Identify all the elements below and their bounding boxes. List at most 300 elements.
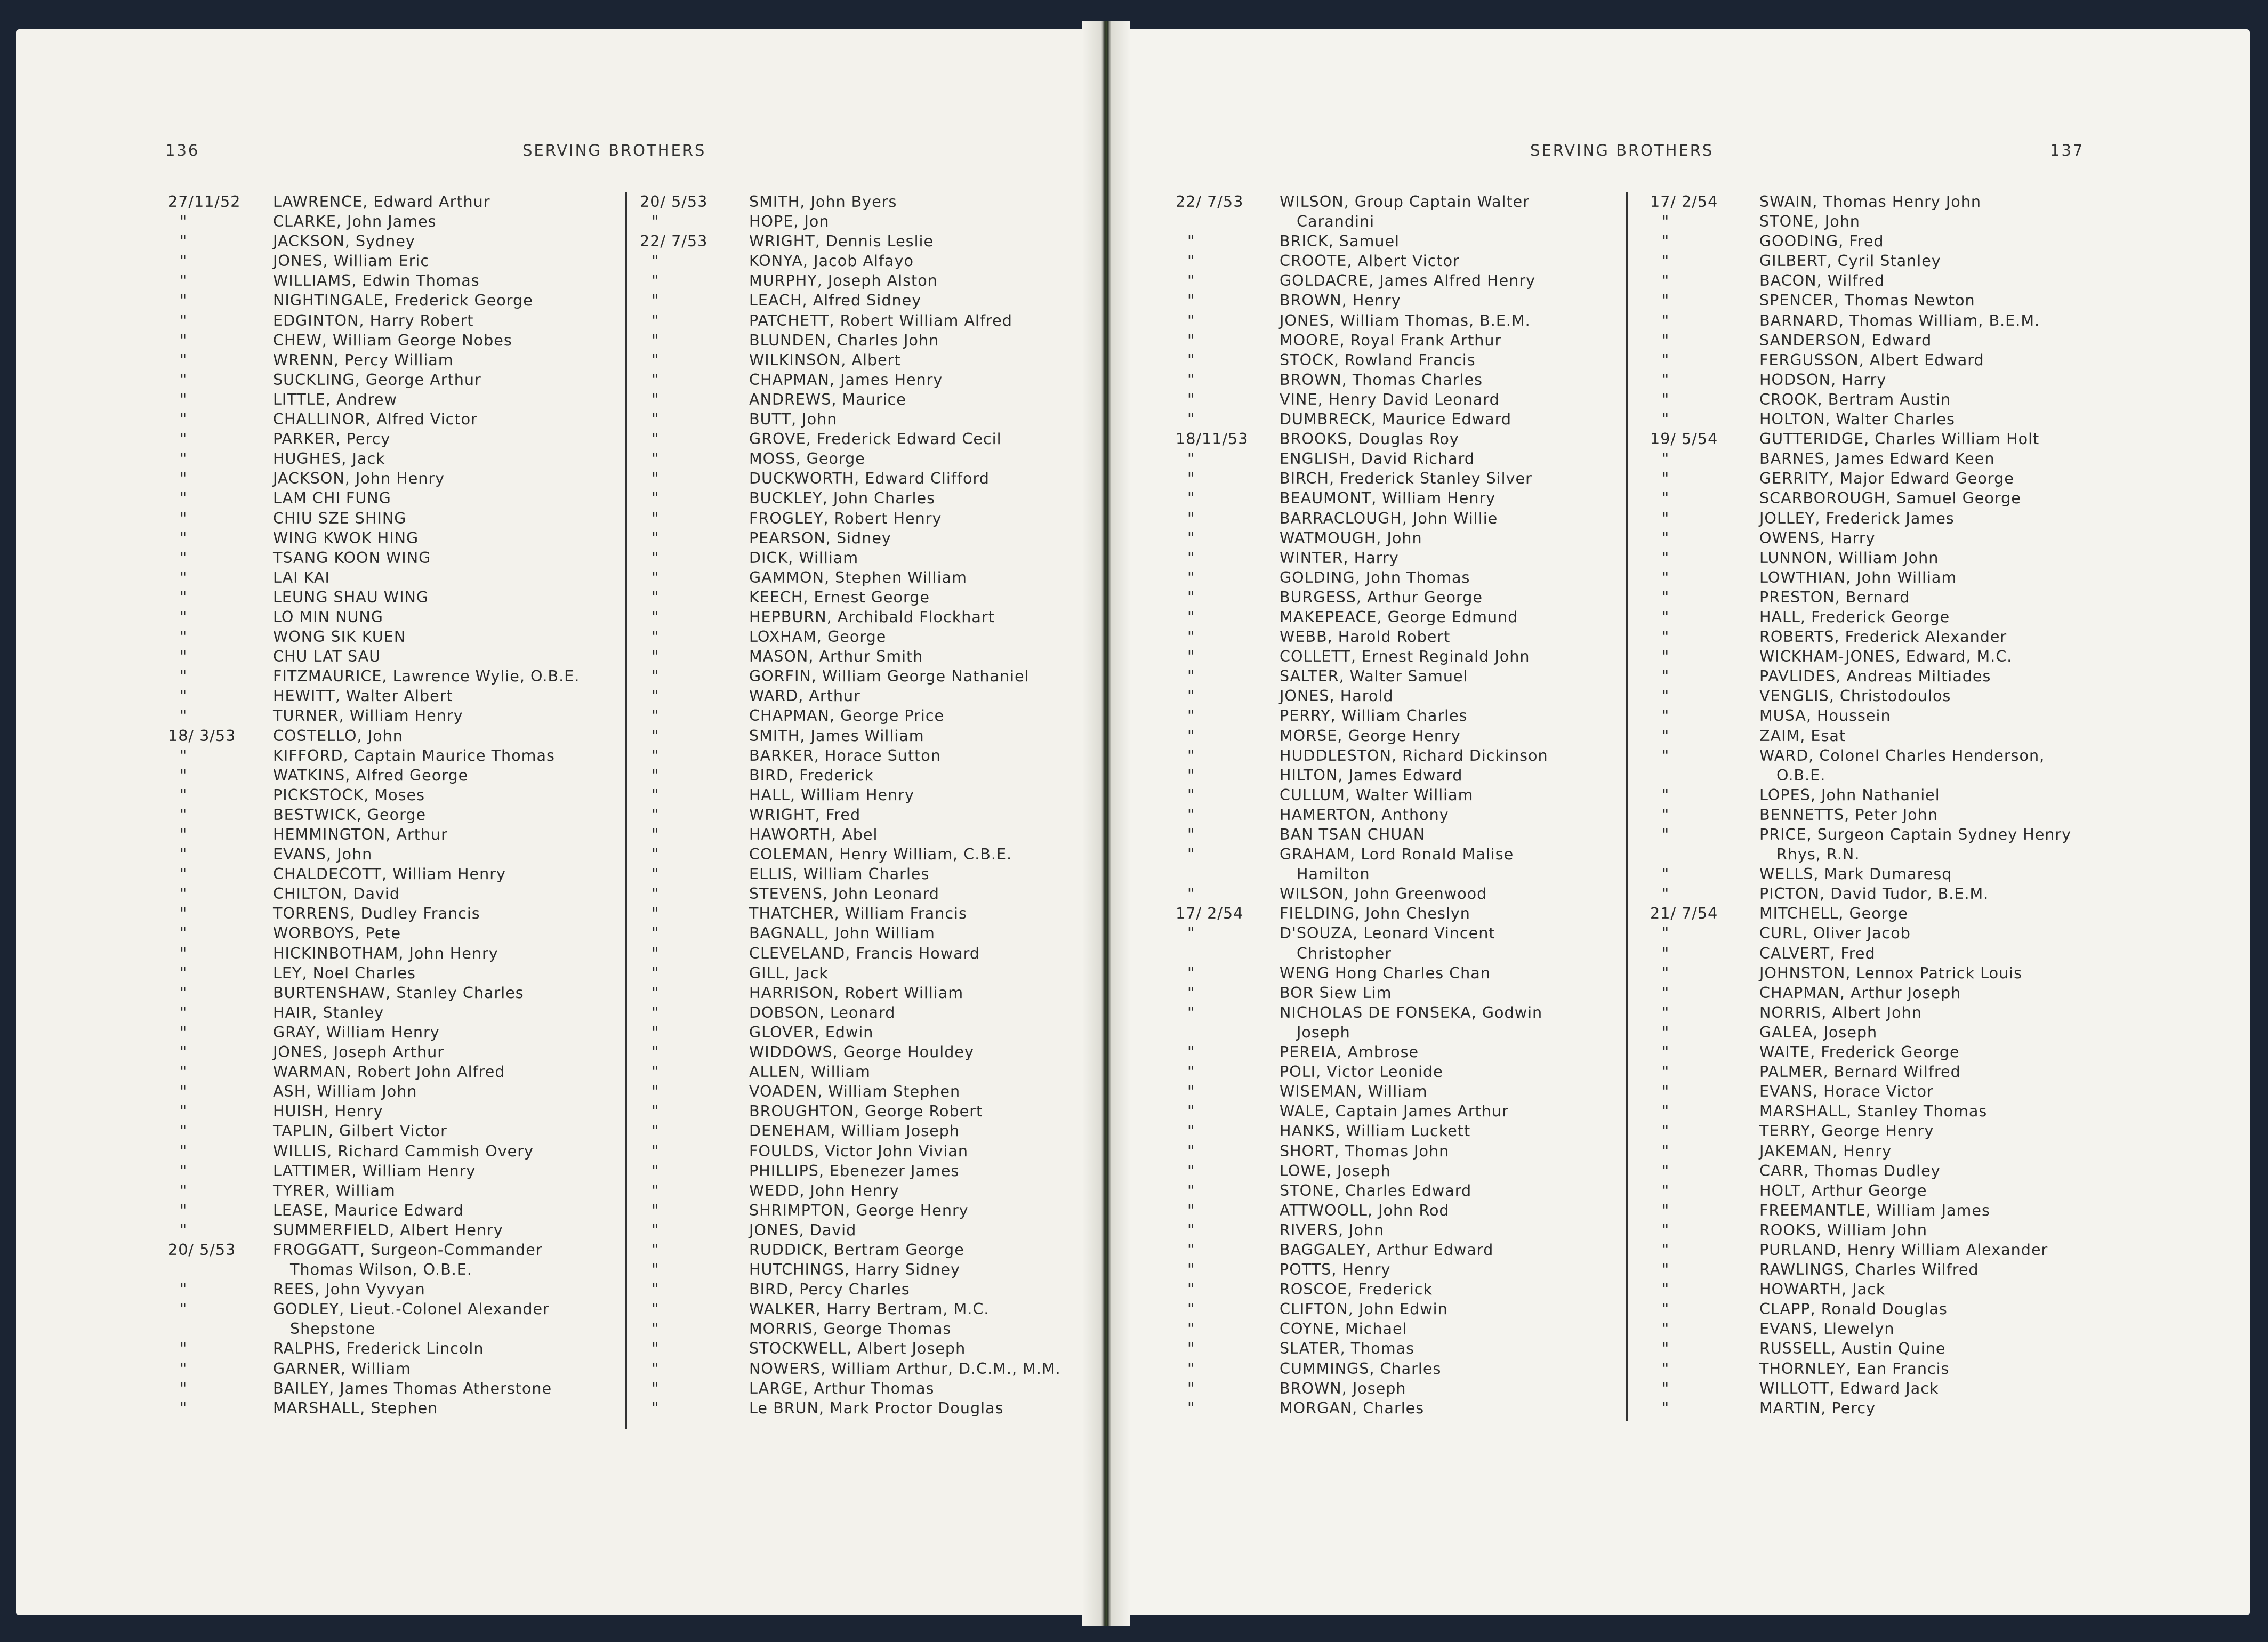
entry-date: " [1662, 1379, 1670, 1397]
entry-date: " [180, 509, 188, 527]
entry-name: GARNER, William [273, 1359, 411, 1378]
entry-date: " [1187, 1319, 1195, 1338]
entry-date: " [652, 370, 660, 389]
list-item [1650, 963, 2130, 983]
list-item [168, 1220, 621, 1240]
entry-name: WATKINS, Alfred George [273, 766, 469, 784]
entry-name: PICKSTOCK, Moses [273, 785, 425, 804]
entry-name: WORBOYS, Pete [273, 924, 401, 943]
list-item [640, 706, 1093, 726]
list-item [1176, 212, 1629, 231]
entry-name: Shepstone [290, 1319, 376, 1338]
entry-date: " [1187, 548, 1195, 567]
entry-date: " [652, 1398, 660, 1417]
entry-date: " [1662, 489, 1670, 508]
list-item [1176, 509, 1629, 528]
entry-date: " [1187, 1220, 1195, 1239]
entry-date: " [652, 1082, 660, 1101]
list-item [1650, 627, 2130, 647]
list-item [640, 1339, 1093, 1358]
list-item [168, 390, 621, 409]
list-item [640, 587, 1093, 607]
entry-name: BARNES, James Edward Keen [1759, 449, 1995, 468]
list-item [1650, 409, 2130, 429]
list-item [640, 1003, 1093, 1023]
entry-date: " [652, 1339, 660, 1358]
list-item [1176, 944, 1629, 963]
list-item [168, 686, 621, 706]
list-item [1176, 1201, 1629, 1220]
entry-name: FERGUSSON, Albert Edward [1759, 350, 1984, 369]
entry-date: " [652, 1102, 660, 1121]
list-item [168, 825, 621, 844]
entry-name: GLOVER, Edwin [749, 1023, 874, 1041]
list-item [640, 409, 1093, 429]
entry-name: SALTER, Walter Samuel [1280, 667, 1468, 686]
list-item [1650, 726, 2130, 746]
entry-name: OWENS, Harry [1759, 528, 1876, 547]
entry-date: " [1187, 1043, 1195, 1061]
entry-name: COLLETT, Ernest Reginald John [1280, 647, 1530, 666]
entry-date: " [1187, 1082, 1195, 1101]
entry-name: FITZMAURICE, Lawrence Wylie, O.B.E. [273, 667, 580, 686]
entry-date: " [1187, 963, 1195, 982]
entry-name: Hamilton [1297, 865, 1370, 883]
entry-date: " [1662, 983, 1670, 1002]
entry-date: " [1662, 1201, 1670, 1219]
entry-name: TERRY, George Henry [1759, 1122, 1934, 1140]
list-item [168, 1141, 621, 1161]
entry-name: HUGHES, Jack [273, 449, 385, 468]
entry-name: BROWN, Henry [1280, 291, 1401, 310]
entry-date: " [1662, 1141, 1670, 1160]
list-item [640, 647, 1093, 666]
entry-date: " [1662, 370, 1670, 389]
list-item [640, 370, 1093, 390]
entry-date: " [652, 1023, 660, 1041]
entry-date: " [1662, 410, 1670, 429]
entry-date: " [1187, 410, 1195, 429]
entry-name: LOWTHIAN, John William [1759, 568, 1957, 586]
list-item [1650, 1062, 2130, 1082]
entry-date: " [180, 449, 188, 468]
list-item [1650, 1359, 2130, 1379]
entry-date: " [652, 1141, 660, 1160]
entry-name: ALLEN, William [749, 1063, 871, 1081]
entry-name: RAWLINGS, Charles Wilfred [1759, 1260, 1979, 1279]
entry-name: SHRIMPTON, George Henry [749, 1201, 969, 1219]
entry-date: " [652, 627, 660, 646]
entry-date: " [1662, 667, 1670, 686]
entry-name: LEASE, Maurice Edward [273, 1201, 464, 1219]
entry-name: JONES, William Eric [273, 252, 430, 270]
entry-name: WALE, Captain James Arthur [1280, 1102, 1509, 1121]
entry-name: MOORE, Royal Frank Arthur [1280, 331, 1502, 349]
entry-date: " [1187, 232, 1195, 251]
entry-name: WILLIAMS, Edwin Thomas [273, 271, 480, 290]
entry-name: STOCK, Rowland Francis [1280, 350, 1476, 369]
entry-date: " [652, 212, 660, 231]
list-item [1650, 746, 2130, 766]
entry-date: " [180, 271, 188, 290]
entry-name: BEAUMONT, William Henry [1280, 489, 1496, 508]
entry-date: " [1662, 568, 1670, 586]
entry-name: BAN TSAN CHUAN [1280, 825, 1426, 843]
entry-name: CURL, Oliver Jacob [1759, 924, 1911, 943]
entry-date: " [652, 1003, 660, 1021]
entry-name: D'SOUZA, Leonard Vincent [1280, 924, 1495, 943]
entry-name: HAMERTON, Anthony [1280, 805, 1449, 824]
list-item [1176, 1220, 1629, 1240]
list-item [640, 1220, 1093, 1240]
list-item [168, 212, 621, 231]
list-item [1650, 1240, 2130, 1260]
list-item [1176, 548, 1629, 568]
list-item [1650, 587, 2130, 607]
entry-name: DENEHAM, William Joseph [749, 1122, 960, 1140]
entry-date: " [180, 865, 188, 883]
entry-name: HARRISON, Robert William [749, 983, 964, 1002]
list-item [1650, 1141, 2130, 1161]
entry-name: BACON, Wilfred [1759, 271, 1885, 290]
list-item [640, 469, 1093, 488]
entry-name: BROUGHTON, George Robert [749, 1102, 983, 1121]
entry-date: " [1662, 944, 1670, 962]
entry-name: FIELDING, John Cheslyn [1280, 904, 1470, 923]
list-item [168, 1359, 621, 1379]
list-item [640, 350, 1093, 370]
left-page-number: 136 [165, 141, 200, 159]
list-item [1176, 1181, 1629, 1201]
entry-name: BIRD, Frederick [749, 766, 874, 784]
list-item [168, 647, 621, 666]
entry-date: " [652, 983, 660, 1002]
entry-name: MORSE, George Henry [1280, 726, 1461, 745]
entry-date: " [1187, 785, 1195, 804]
entry-date: 18/ 3/53 [168, 726, 236, 745]
entry-name: RUSSELL, Austin Quine [1759, 1339, 1946, 1358]
list-item [640, 1042, 1093, 1062]
entry-date: " [1662, 232, 1670, 251]
entry-date: " [1187, 1102, 1195, 1121]
list-item [1650, 607, 2130, 627]
list-item [1650, 1398, 2130, 1418]
entry-name: CLIFTON, John Edwin [1280, 1300, 1448, 1318]
entry-date: " [1187, 568, 1195, 586]
entry-date: 20/ 5/53 [168, 1240, 236, 1259]
entry-date: " [652, 587, 660, 606]
list-item [1176, 528, 1629, 548]
entry-date: " [180, 370, 188, 389]
list-item [640, 212, 1093, 231]
entry-date: " [1187, 271, 1195, 290]
entry-name: PALMER, Bernard Wilfred [1759, 1063, 1961, 1081]
list-item [1176, 1082, 1629, 1101]
list-item [1176, 1359, 1629, 1379]
entry-date: " [180, 1102, 188, 1121]
entry-name: WARD, Colonel Charles Henderson, [1759, 746, 2045, 764]
entry-date: " [652, 1043, 660, 1061]
entry-date: " [1662, 587, 1670, 606]
entry-date: " [180, 1339, 188, 1358]
entry-name: RIVERS, John [1280, 1220, 1385, 1239]
entry-date: " [1662, 963, 1670, 982]
entry-date: " [652, 1122, 660, 1140]
list-item [640, 1141, 1093, 1161]
entry-date: " [1662, 331, 1670, 349]
entry-date: " [1662, 509, 1670, 527]
entry-date: " [180, 1023, 188, 1041]
list-item [640, 271, 1093, 291]
list-item [1650, 1121, 2130, 1141]
entry-date: " [652, 469, 660, 488]
entry-date: " [652, 825, 660, 843]
list-item [1176, 568, 1629, 587]
entry-name: PURLAND, Henry William Alexander [1759, 1240, 2048, 1259]
entry-name: HUTCHINGS, Harry Sidney [749, 1260, 960, 1279]
entry-name: WISEMAN, William [1280, 1082, 1428, 1101]
entry-name: GUTTERIDGE, Charles William Holt [1759, 430, 2040, 448]
entry-name: GAMMON, Stephen William [749, 568, 967, 586]
entry-name: FOULDS, Victor John Vivian [749, 1141, 968, 1160]
entry-date: " [1662, 627, 1670, 646]
list-item [640, 1240, 1093, 1260]
entry-date: " [1662, 449, 1670, 468]
entry-name: Joseph [1297, 1023, 1350, 1041]
entry-name: BURTENSHAW, Stanley Charles [273, 983, 524, 1002]
list-item [1650, 390, 2130, 409]
entry-name: LUNNON, William John [1759, 548, 1939, 567]
entry-date: " [1662, 1043, 1670, 1061]
list-item [1650, 311, 2130, 331]
entry-name: NICHOLAS DE FONSEKA, Godwin [1280, 1003, 1543, 1021]
entry-date: " [180, 904, 188, 923]
entry-name: WEBB, Harold Robert [1280, 627, 1451, 646]
entry-name: BIRD, Percy Charles [749, 1280, 910, 1299]
list-item [1650, 1042, 2130, 1062]
entry-name: PERRY, William Charles [1280, 706, 1468, 725]
entry-name: JOHNSTON, Lennox Patrick Louis [1759, 963, 2023, 982]
entry-date: " [180, 410, 188, 429]
entry-date: " [180, 350, 188, 369]
entry-name: BAGNALL, John William [749, 924, 935, 943]
list-item [640, 568, 1093, 587]
entry-date: " [180, 884, 188, 903]
list-item [168, 1260, 621, 1279]
entry-name: MITCHELL, George [1759, 904, 1908, 923]
entry-date: 22/ 7/53 [1176, 192, 1244, 211]
entry-name: JONES, Joseph Arthur [273, 1043, 445, 1061]
list-item [1176, 607, 1629, 627]
list-item [168, 884, 621, 904]
list-item [1176, 825, 1629, 844]
list-item [1176, 1398, 1629, 1418]
list-item [640, 983, 1093, 1003]
entry-name: MOSS, George [749, 449, 865, 468]
entry-date: " [652, 489, 660, 508]
entry-date: " [1187, 1141, 1195, 1160]
entry-date: " [180, 1122, 188, 1140]
list-item [1650, 449, 2130, 469]
list-item [168, 805, 621, 825]
list-item [640, 785, 1093, 805]
entry-date: " [652, 1240, 660, 1259]
entry-date: 17/ 2/54 [1176, 904, 1244, 923]
entry-name: CROOK, Bertram Austin [1759, 390, 1951, 408]
entry-date: " [1187, 1260, 1195, 1279]
list-item [640, 548, 1093, 568]
entry-name: LEY, Noel Charles [273, 963, 416, 982]
entry-name: CHAPMAN, George Price [749, 706, 945, 725]
list-item [640, 864, 1093, 884]
entry-date: " [1662, 271, 1670, 290]
entry-date: " [1662, 291, 1670, 310]
entry-date: " [652, 884, 660, 903]
list-item [168, 429, 621, 449]
list-item [168, 944, 621, 963]
entry-date: " [1187, 726, 1195, 745]
entry-date: " [1662, 1161, 1670, 1180]
entry-name: JACKSON, John Henry [273, 469, 445, 488]
entry-date: " [652, 1280, 660, 1299]
list-item [168, 983, 621, 1003]
entry-name: KIFFORD, Captain Maurice Thomas [273, 746, 555, 764]
list-item [1650, 785, 2130, 805]
entry-name: HOLTON, Walter Charles [1759, 410, 1955, 429]
entry-name: CUMMINGS, Charles [1280, 1359, 1442, 1378]
entry-name: CLARKE, John James [273, 212, 437, 231]
entry-name: DOBSON, Leonard [749, 1003, 896, 1021]
list-item [168, 726, 621, 746]
entry-date: " [652, 291, 660, 310]
list-item [640, 390, 1093, 409]
list-item [1176, 785, 1629, 805]
entry-name: SLATER, Thomas [1280, 1339, 1415, 1358]
entry-date: " [1187, 845, 1195, 864]
entry-name: BROWN, Joseph [1280, 1379, 1406, 1397]
entry-name: VENGLIS, Christodoulos [1759, 687, 1951, 705]
entry-name: BROWN, Thomas Charles [1280, 370, 1483, 389]
list-item [1176, 1141, 1629, 1161]
entry-date: " [1662, 1280, 1670, 1299]
list-item [1650, 864, 2130, 884]
entry-date: " [180, 924, 188, 943]
entry-date: " [180, 944, 188, 962]
entry-name: CLEVELAND, Francis Howard [749, 944, 980, 962]
entry-name: SMITH, John Byers [749, 192, 897, 211]
entry-date: " [1187, 1240, 1195, 1259]
list-item [640, 429, 1093, 449]
entry-date: " [652, 509, 660, 527]
entry-name: HODSON, Harry [1759, 370, 1887, 389]
list-item [1176, 271, 1629, 291]
entry-date: " [180, 548, 188, 567]
entry-date: " [1662, 687, 1670, 705]
entry-date: " [180, 311, 188, 329]
entry-date: " [1187, 983, 1195, 1002]
list-item [1650, 528, 2130, 548]
entry-name: HALL, William Henry [749, 785, 914, 804]
entry-date: " [652, 766, 660, 784]
entry-name: TAPLIN, Gilbert Victor [273, 1122, 447, 1140]
entry-date: " [1662, 924, 1670, 943]
entry-name: ROSCOE, Frederick [1280, 1280, 1433, 1299]
list-item [168, 251, 621, 271]
entry-name: Carandini [1297, 212, 1375, 231]
entry-date: " [1187, 766, 1195, 784]
list-item [168, 231, 621, 251]
list-item [640, 1101, 1093, 1121]
entry-date: " [1662, 1181, 1670, 1200]
list-item [640, 904, 1093, 923]
list-item [640, 766, 1093, 785]
list-item [168, 1101, 621, 1121]
entry-date: " [652, 252, 660, 270]
list-item [168, 1062, 621, 1082]
entry-name: WILLOTT, Edward Jack [1759, 1379, 1939, 1397]
list-item [1176, 686, 1629, 706]
entry-date: " [1187, 469, 1195, 488]
list-item [168, 568, 621, 587]
entry-date: " [1662, 528, 1670, 547]
list-item [1176, 331, 1629, 350]
entry-name: BESTWICK, George [273, 805, 427, 824]
entry-name: FREEMANTLE, William James [1759, 1201, 1990, 1219]
entry-date: " [180, 1220, 188, 1239]
entry-name: JOLLEY, Frederick James [1759, 509, 1955, 527]
list-item [1176, 1042, 1629, 1062]
entry-name: SANDERSON, Edward [1759, 331, 1932, 349]
list-item [168, 607, 621, 627]
entry-date: " [180, 647, 188, 666]
entry-date: " [180, 1201, 188, 1219]
entry-date: " [652, 687, 660, 705]
entry-date: " [180, 1181, 188, 1200]
entry-date: " [652, 1220, 660, 1239]
left-column-divider [625, 192, 627, 1429]
entry-date: 19/ 5/54 [1650, 430, 1718, 448]
entry-name: LEUNG SHAU WING [273, 587, 429, 606]
entry-name: LEACH, Alfred Sidney [749, 291, 922, 310]
entry-date: " [1662, 252, 1670, 270]
list-item [1650, 706, 2130, 726]
entry-name: O.B.E. [1776, 766, 1826, 784]
list-item [640, 1121, 1093, 1141]
entry-date: " [1187, 687, 1195, 705]
list-item [640, 488, 1093, 508]
right-page-column-2 [1650, 192, 2130, 1418]
entry-date: " [1662, 1359, 1670, 1378]
list-item [1176, 1161, 1629, 1181]
entry-name: PARKER, Percy [273, 430, 391, 448]
list-item [1176, 983, 1629, 1003]
entry-name: PRICE, Surgeon Captain Sydney Henry [1759, 825, 2072, 843]
entry-name: REES, John Vyvyan [273, 1280, 425, 1299]
list-item [1650, 568, 2130, 587]
list-item [168, 469, 621, 488]
entry-date: " [1187, 825, 1195, 843]
entry-name: DUMBRECK, Maurice Edward [1280, 410, 1512, 429]
list-item [640, 231, 1093, 251]
entry-date: " [1187, 587, 1195, 606]
list-item [1650, 488, 2130, 508]
entry-name: JONES, David [749, 1220, 857, 1239]
list-item [1650, 192, 2130, 212]
entry-date: " [180, 232, 188, 251]
entry-date: " [180, 627, 188, 646]
entry-date: " [1187, 1201, 1195, 1219]
entry-date: " [1187, 647, 1195, 666]
